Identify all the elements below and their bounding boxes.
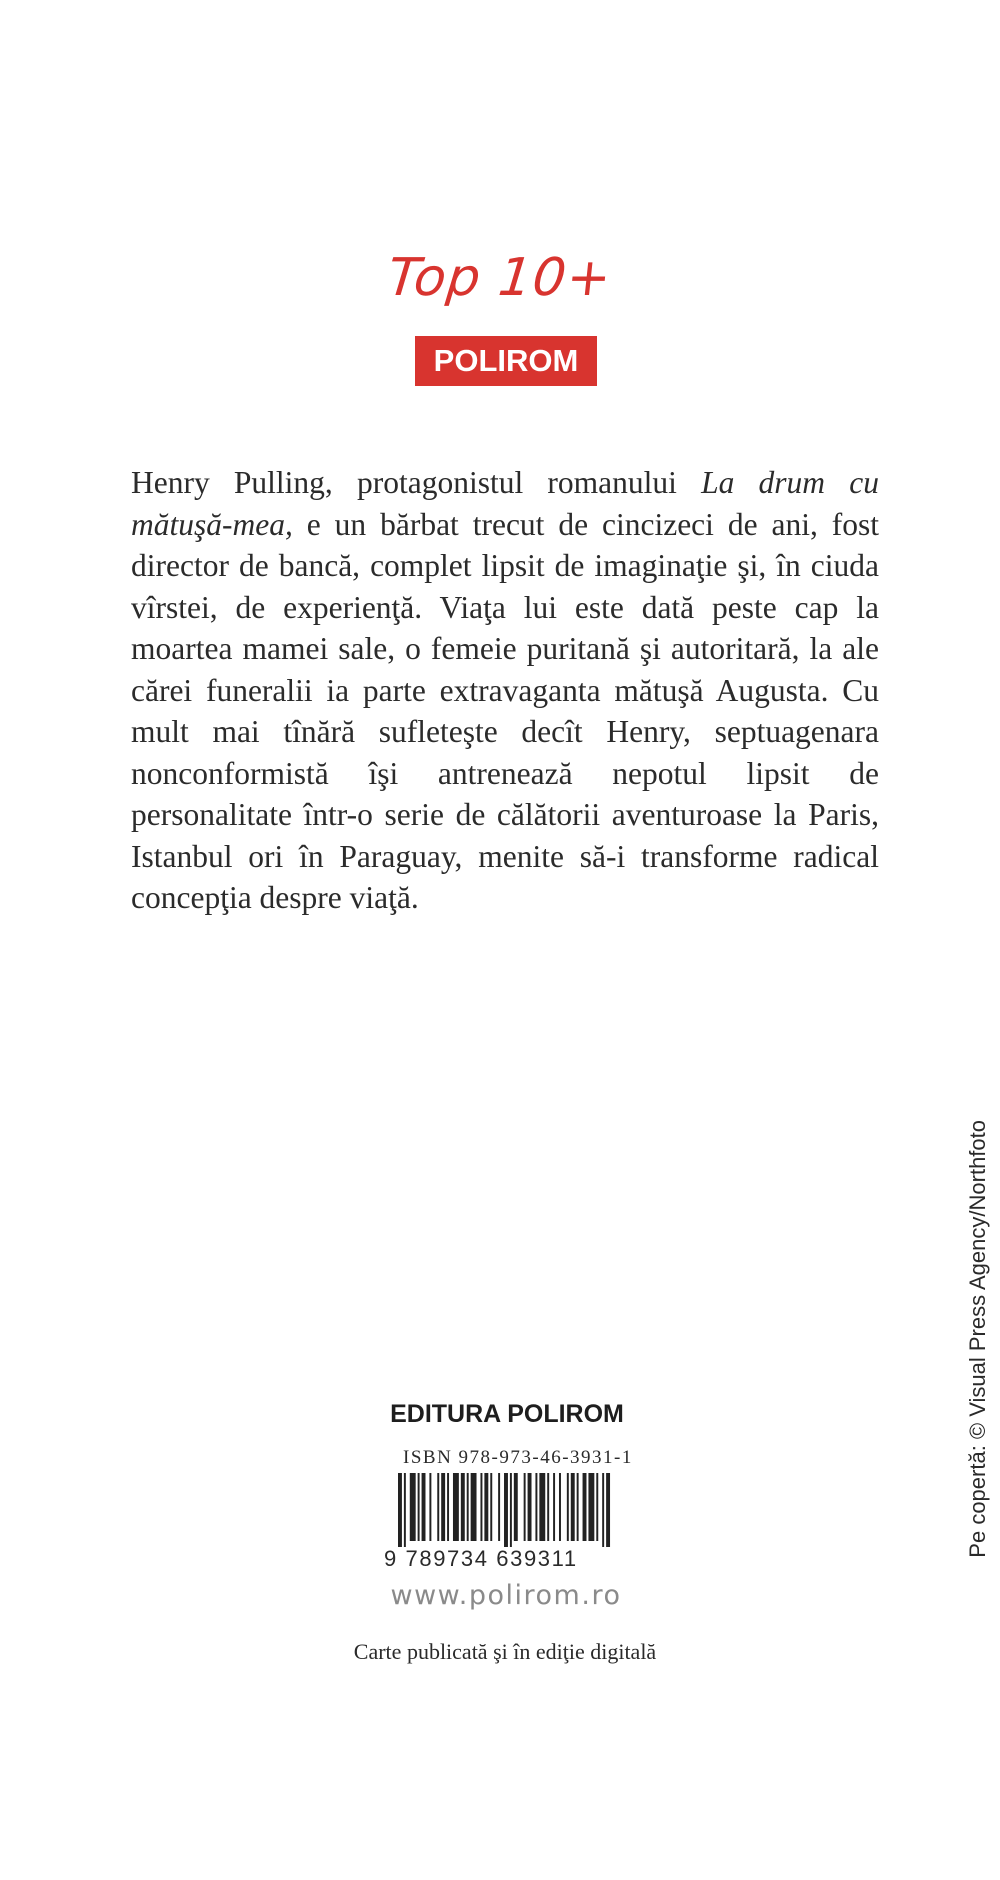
isbn-number: ISBN 978-973-46-3931-1 [403,1447,633,1468]
cover-photo-credit: Pe copertă: © Visual Press Agency/Northfoto [965,1120,990,1558]
digital-edition-note: Carte publicată şi în ediţie digitală [353,1639,657,1664]
publisher-name: EDITURA POLIROM [390,1400,624,1428]
publisher-website: www.polirom.ro [390,1580,622,1611]
barcode-icon [398,1473,612,1547]
book-description [131,462,879,919]
description-intro: Henry Pulling, protagonistul romanului [131,465,702,500]
barcode-digits: 9 789734 639311 [384,1546,578,1571]
novel-title: La drum cu mătuşă-mea, [131,465,879,542]
description-body: e un bărbat trecut de cincizeci de ani, fost director de bancă, complet lipsit de imaginaţie şi, în ciuda vîrstei, de experienţă. Viaţa lui este dată peste cap la moartea mamei sale, o femeie puritană şi autoritară, la ale cărei funeralii ia parte extravaganta mătuşă Augusta. Cu mult mai tînără sufleteşte decît Henry, septuagenara nonconformistă îşi antrenează nepotul lipsit de personalitate într-o serie de călătorii aventuroase la Paris, Istanbul ori în Paraguay, menite să-i transforme radical concepţia despre viaţă. [131,506,879,915]
polirom-badge: POLIROM [415,336,597,386]
top-10-script-logo: Top 10+ [385,248,615,308]
series-logo [0,248,1000,308]
